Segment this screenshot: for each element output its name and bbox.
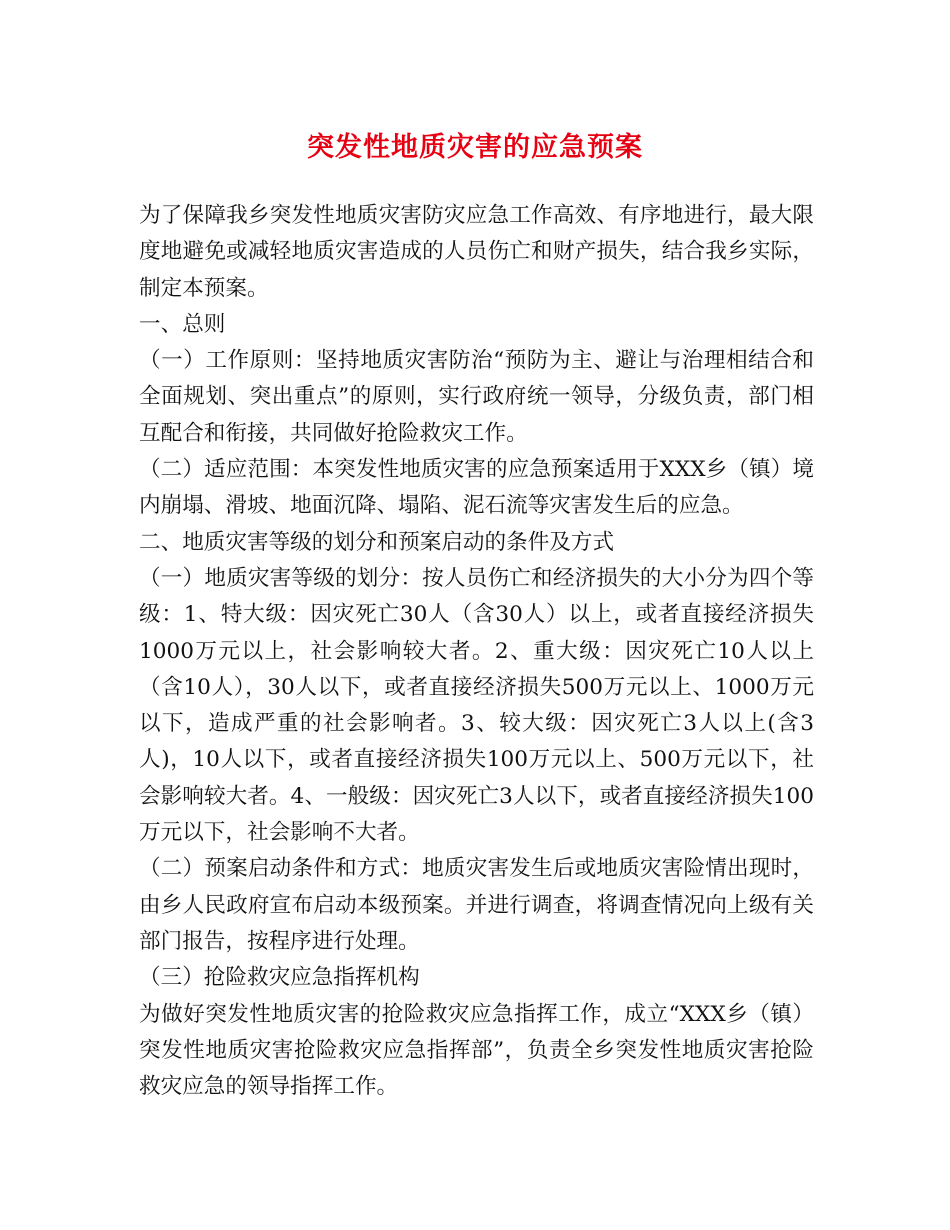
heading-general-principles: 一、总则 [139, 311, 226, 337]
paragraph-work-principles: （一）工作原则：坚持地质灾害防治“预防为主、避让与治理相结合和全面规划、突出重点”的原则，实行政府统一领导，分级负责，部门相互配合和衔接，共同做好抢险救灾工作。 [139, 348, 814, 446]
paragraph-intro: 为了保障我乡突发性地质灾害防灾应急工作高效、有序地进行，最大限度地避免或减轻地质灾害造成的人员伤亡和财产损失，结合我乡实际，制定本预案。 [139, 203, 814, 301]
paragraph-level-classification: （一）地质灾害等级的划分：按人员伤亡和经济损失的大小分为四个等级：1、特大级：因灾死亡30人（含30人）以上，或者直接经济损失1000万元以上，社会影响较大者。2、重大级：因灾死亡10人以上（含10人），30人以下，或者直接经济损失500万元以上、1000万元以下，造成严重的社会影响者。3、较大级：因灾死亡3人以上(含3人)，10人以下，或者直接经济损失100万元以上、500万元以下，社会影响较大者。4、一般级：因灾死亡3人以下，或者直接经济损失100万元以下，社会影响不大者。 [139, 565, 814, 846]
heading-disaster-levels: 二、地质灾害等级的划分和预案启动的条件及方式 [139, 529, 615, 555]
paragraph-plan-activation: （二）预案启动条件和方式：地质灾害发生后或地质灾害险情出现时，由乡人民政府宣布启动本级预案。并进行调查，将调查情况向上级有关部门报告，按程序进行处理。 [139, 856, 814, 954]
heading-command-organization: （三）抢险救灾应急指挥机构 [139, 965, 420, 991]
document-body [139, 198, 814, 1105]
paragraph-command-headquarters: 为做好突发性地质灾害的抢险救灾应急指挥工作，成立“XXX乡（镇）突发性地质灾害抢险救灾应急指挥部”，负责全乡突发性地质灾害抢险救灾应急的领导指挥工作。 [139, 1001, 814, 1100]
paragraph-scope: （二）适应范围：本突发性地质灾害的应急预案适用于XXX乡（镇）境内崩塌、滑坡、地面沉降、塌陷、泥石流等灾害发生后的应急。 [139, 457, 814, 519]
document-title: 突发性地质灾害的应急预案 [307, 132, 643, 163]
